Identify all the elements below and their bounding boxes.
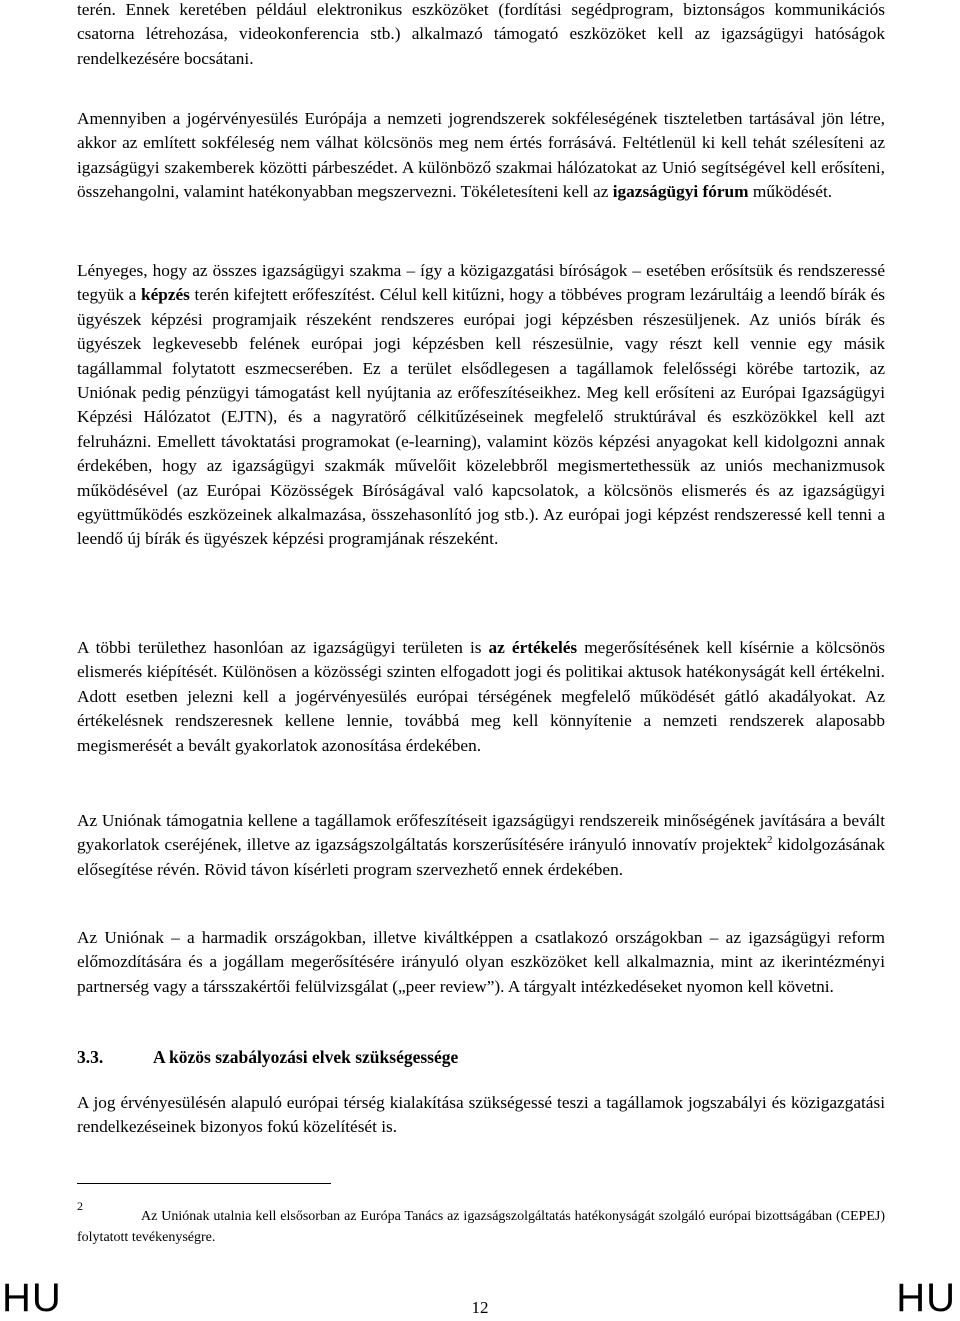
- paragraph-text: Az Uniónak – a harmadik országokban, illetve kiváltképpen a csatlakozó országokban – az igazságügyi reform előmozdítására és a jogállam megerősítésére irányuló olyan eszközöket kell alkalmaznia, mint az ikerintézményi partnerség vagy a társszakértői felülvizsgálat („peer review”). A tárgyalt intézkedéseket nyomon kell követni.: [77, 928, 885, 996]
- paragraph-text: Amennyiben a jogérvényesülés Európája a nemzeti jogrendszerek sokféleségének tiszteletben tartásával jön létre, akkor az említett sokféleség nem válhat kölcsönös meg nem értés forrásává. Feltétlenül ki kell tehát szélesíteni az igazságügyi szakemberek közötti párbeszédet. A különböző szakmai hálózatokat az Unió segítségével kell erősíteni, összehangolni, valamint hatékonyabban megszervezni. Tökéletesíteni kell az: [77, 109, 885, 202]
- paragraph-support: [77, 809, 885, 882]
- paragraph-text: Lényeges, hogy az összes igazságügyi szakma – így a közigazgatási bíróságok – esetében erősítsük és rendszeressé tegyük a: [77, 261, 885, 305]
- footnote-text: Az Uniónak utalnia kell elsősorban az Európa Tanács az igazságszolgáltatás hatékonyságát szolgáló európai bizottságában (CEPEJ) folytatott tevékenységre.: [77, 1209, 885, 1245]
- paragraph-third-countries: [77, 926, 885, 999]
- footer-language-right: HU: [896, 1276, 956, 1320]
- paragraph-training: [77, 259, 885, 552]
- paragraph-text: A többi területhez hasonlóan az igazságügyi területen is: [77, 638, 489, 657]
- bold-term-training: képzés: [140, 285, 190, 305]
- paragraph-intro-continuation: [77, 0, 885, 71]
- footnote-separator: [77, 1183, 331, 1184]
- paragraph-text: kidolgozásának elősegítése révén. Rövid távon kísérleti program szervezhető ennek érdekében.: [77, 835, 885, 879]
- paragraph-text: A jog érvényesülésén alapuló európai térség kialakítása szükségessé teszi a tagállamok jogszabályi és közigazgatási rendelkezéseinek bizonyos fokú közelítését is.: [77, 1093, 885, 1137]
- paragraph-text: Az Uniónak támogatnia kellene a tagállamok erőfeszítéseit igazságügyi rendszereik minőségének javítására a bevált gyakorlatok cseréjének, illetve az igazságszolgáltatás korszerűsítésére irányuló innovatív projektek: [77, 811, 885, 855]
- paragraph-text: megerősítésének kell kísérnie a kölcsönös elismerés kiépítését. Különösen a közösségi szinten elfogadott jogi és politikai aktusok hatékonyságát kell értékelni. Adott esetben jelezni kell a jogérvényesülés európai térségének megfelelő működését gátló akadályokat. Az értékelésnek rendszeresnek kellene lennie, továbbá meg kell könnyítenie a nemzeti rendszerek alaposabb megismerését a bevált gyakorlatok azonosítása érdekében.: [77, 638, 885, 755]
- paragraph-text: terén kifejtett erőfeszítést. Célul kell kitűzni, hogy a többéves program lezárultáig a leendő bírák és ügyészek képzési programjaik részeként rendszeres európai jogi képzésben részesüljenek. Az uniós bírák és ügyészek legkevesebb felének európai jogi képzésben kell részesülnie, vagy részt kell vennie egy másik tagállammal folytatott eszmecserében. Ez a terület elsődlegesen a tagállamok felelősségi körébe tartozik, az Uniónak pedig pénzügyi támogatást kell nyújtania az erőfeszítéseikhez. Meg kell erősíteni az Európai Igazságügyi Képzési Hálózatot (EJTN), és a nagyratörő célkitűzéseinek megfelelő struktúrával és eszközökkel kell azt felruházni. Emellett távoktatási programokat (e-learning), valamint közös képzési anyagokat kell kidolgozni annak érdekében, hogy az igazságügyi szakmák művelőit közelebbről megismertethessük az uniós mechanizmusok működésével (az Európai Közösségek Bíróságával való kapcsolatok, a kölcsönös elismerés és az igazságügyi együttműködés eszközeinek alkalmazása, összehasonlító jog stb.). Az európai jogi képzést rendszeressé kell tenni a leendő új bírák és ügyészek képzési programjának részeként.: [77, 285, 885, 549]
- paragraph-evaluation: [77, 636, 885, 758]
- bold-term-evaluation: az értékelés: [488, 638, 578, 657]
- section-title: A közös szabályozási elvek szükségessége: [153, 1047, 459, 1067]
- footer-language-left: HU: [2, 1276, 62, 1320]
- page-number: 12: [471, 1298, 489, 1317]
- bold-term-judicial-forum: igazságügyi fórum: [612, 182, 749, 202]
- paragraph-text: terén. Ennek keretében például elektronikus eszközöket (fordítási segédprogram, biztonságos kommunikációs csatorna létrehozása, videokonferencia stb.) alkalmazó támogató eszközöket kell az igazságügyi hatóságok rendelkezésére bocsátani.: [77, 0, 885, 68]
- paragraph-text: működését.: [748, 182, 833, 202]
- section-heading: [77, 1045, 458, 1069]
- section-number: 3.3.: [77, 1047, 104, 1067]
- footnote-reference[interactable]: 2: [767, 834, 773, 847]
- paragraph-approximation: [77, 1091, 885, 1140]
- paragraph-diversity: [77, 107, 885, 205]
- footnote-mark: 2: [77, 1199, 83, 1213]
